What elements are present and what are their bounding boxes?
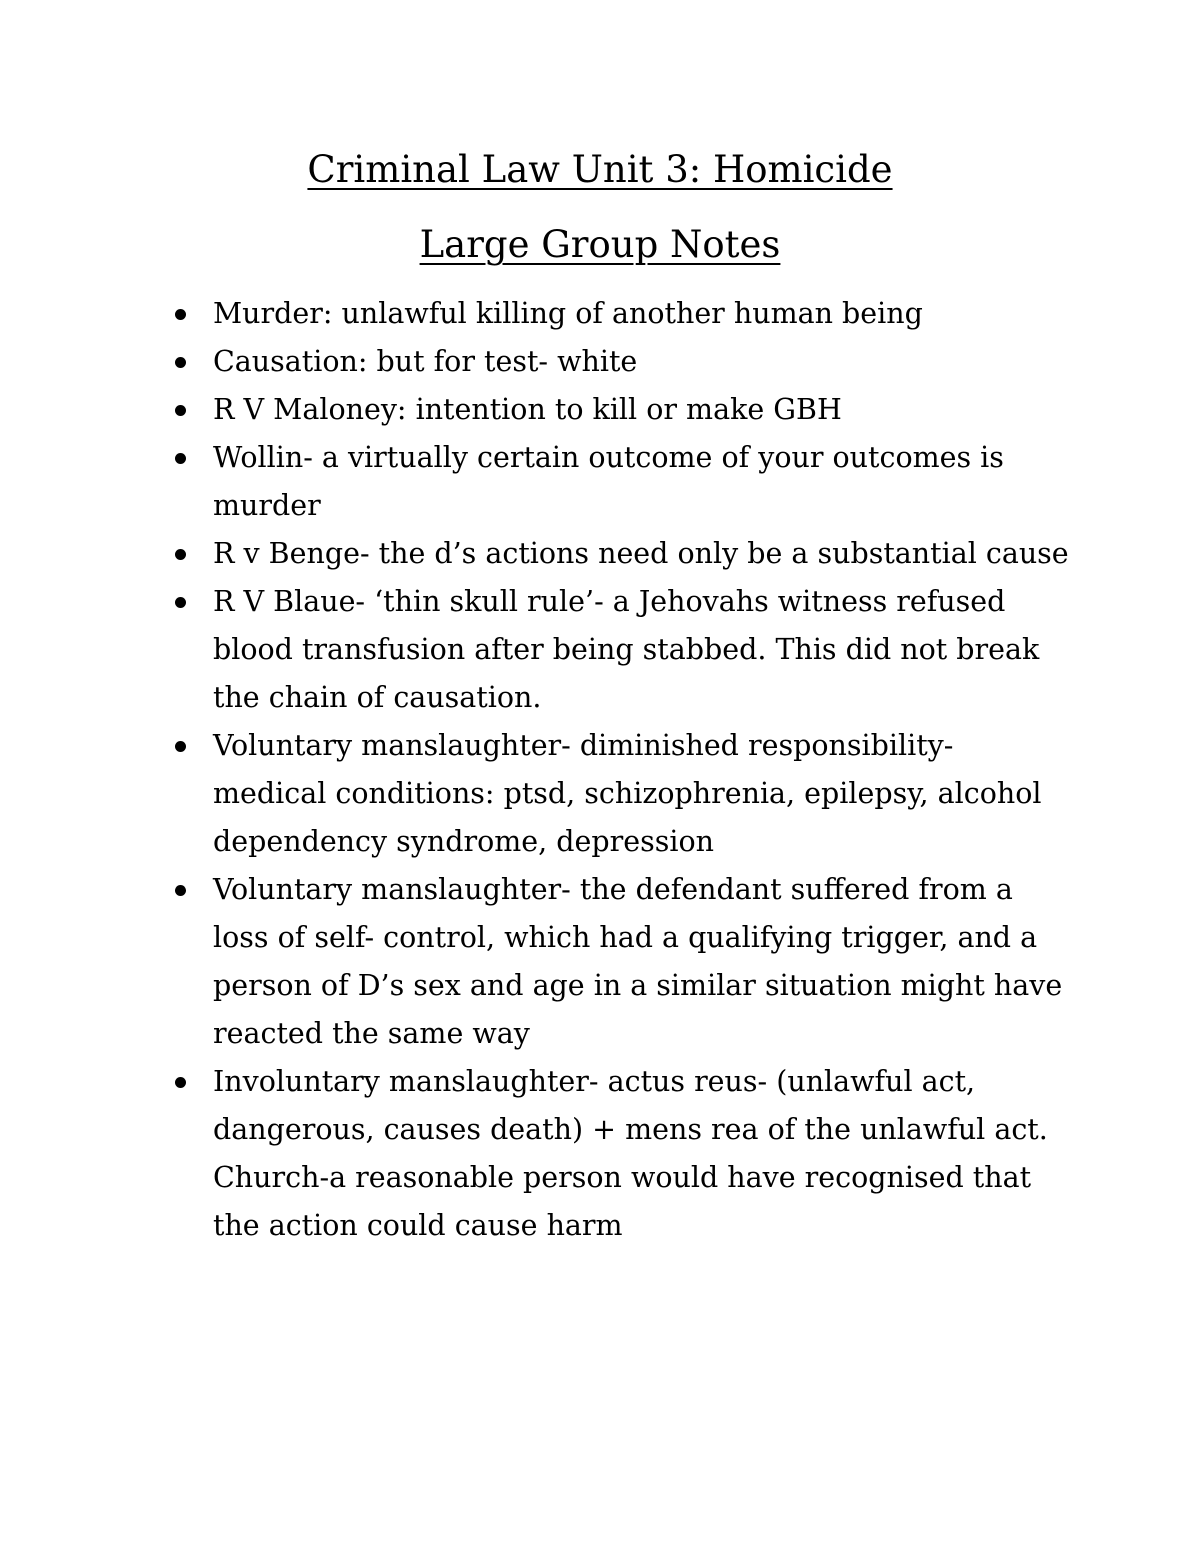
bullet-icon (175, 453, 186, 464)
note-text: Involuntary manslaughter- actus reus- (unlawful act, dangerous, causes death) + mens rea of the unlawful act. Church-a reasonable person would have recognised that the action could cause harm (213, 1065, 1048, 1242)
note-text: R V Maloney: intention to kill or make GBH (213, 393, 842, 426)
list-item (170, 386, 1070, 434)
bullet-icon (175, 357, 186, 368)
note-text: R V Blaue- ‘thin skull rule’- a Jehovahs witness refused blood transfusion after being stabbed. This did not break the chain of causation. (213, 585, 1040, 714)
list-item (170, 434, 1070, 530)
notes-list (170, 290, 1070, 1250)
bullet-icon (175, 1077, 186, 1088)
list-item (170, 290, 1070, 338)
list-item (170, 530, 1070, 578)
note-text: Voluntary manslaughter- the defendant suffered from a loss of self- control, which had a qualifying trigger, and a person of D’s sex and age in a similar situation might have reacted the same way (213, 873, 1063, 1050)
document-title (0, 147, 1200, 193)
note-text: Voluntary manslaughter- diminished responsibility- medical conditions: ptsd, schizophrenia, epilepsy, alcohol dependency syndrome, depression (213, 729, 1042, 858)
note-text: Wollin- a virtually certain outcome of your outcomes is murder (213, 441, 1004, 522)
list-item (170, 1058, 1070, 1250)
document-title-text: Criminal Law Unit 3: Homicide (307, 148, 893, 191)
document-subtitle (0, 222, 1200, 268)
document-subtitle-text: Large Group Notes (419, 223, 781, 266)
list-item (170, 578, 1070, 722)
bullet-icon (175, 405, 186, 416)
note-text: Murder: unlawful killing of another human being (213, 297, 923, 330)
bullet-icon (175, 309, 186, 320)
list-item (170, 338, 1070, 386)
bullet-icon (175, 885, 186, 896)
bullet-icon (175, 549, 186, 560)
note-text: R v Benge- the d’s actions need only be a substantial cause (213, 537, 1069, 570)
list-item (170, 722, 1070, 866)
bullet-icon (175, 597, 186, 608)
bullet-icon (175, 741, 186, 752)
list-item (170, 866, 1070, 1058)
note-text: Causation: but for test- white (213, 345, 638, 378)
